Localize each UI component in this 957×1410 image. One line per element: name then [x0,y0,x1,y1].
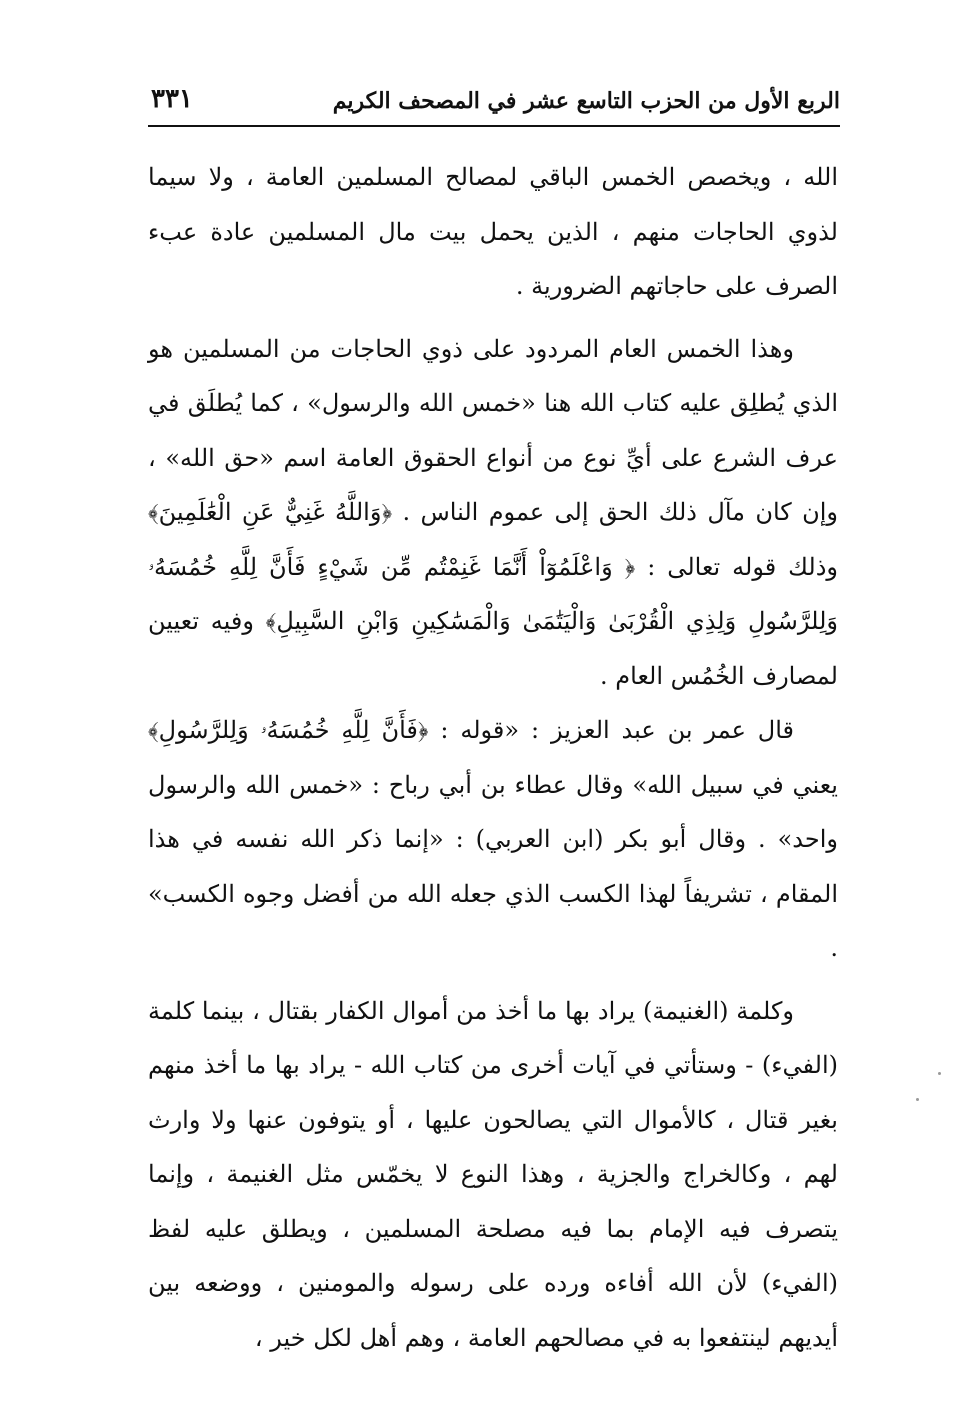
header-rule [148,125,840,127]
paragraph-4: وكلمة (الغنيمة) يراد بها ما أخذ من أموال الكفار بقتال ، بينما كلمة (الفيء) - وستأتي في آيات أخرى من كتاب الله - يراد بها ما أخذ منهم بغير قتال ، كالأموال التي يصالحون عليها ، أو يتوفون عنها ولا وارث لهم ، وكالخراج والجزية ، وهذا النوع لا يخمّس مثل الغنيمة ، وإنما يتصرف فيه الإمام بما فيه مصلحة المسلمين ، ويطلق عليه لفظ (الفيء) لأن الله أفاءه ورده على رسوله والمومنين ، ووضعه بين أيديهم لينتفعوا به في مصالحهم العامة ، وهم أهل لكل خير ، [148,996,838,1352]
running-title: الربع الأول من الحزب التاسع عشر في المصحف الكريم [332,88,840,114]
paragraph-1: الله ، ويخصص الخمس الباقي لمصالح المسلمين العامة ، ولا سيما لذوي الحاجات منهم ، الذين يحمل بيت مال المسلمين عادة عبء الصرف على حاجاتهم الضرورية . [148,163,838,300]
paragraph-2: وهذا الخمس العام المردود على ذوي الحاجات من المسلمين هو الذي يُطلِق عليه كتاب الله هنا «خمس الله والرسول» ، كما يُطلَق في عرف الشرع على أيِّ نوع من أنواع الحقوق العامة اسم «حق الله» ، وإن كان مآل ذلك الحق إلى عموم الناس . ﴿وَاللَّهُ غَنِيٌّ عَنِ الْعَٰلَمِينَ﴾ وذلك قوله تعالى : ﴿ وَاعْلَمُوٓاْ أَنَّمَا غَنِمْتُم مِّن شَيْءٍ فَأَنَّ لِلَّهِ خُمُسَهُۥ وَلِلرَّسُولِ وَلِذِي الْقُرْبَىٰ وَالْيَتَٰمَىٰ وَالْمَسَٰكِينِ وَابْنِ السَّبِيلِ﴾ وفيه تعيين لمصارف الخُمُس العام . [148,334,838,690]
paragraph-3: قال عمر بن عبد العزيز : «قوله : ﴿فَأَنَّ لِلَّهِ خُمُسَهُۥ وَلِلرَّسُولِ﴾ يعني في سبيل الله» وقال عطاء بن أبي رباح : «خمس الله والرسول واحد» . وقال أبو بكر (ابن العربي) : «إنما ذكر الله نفسه في هذا المقام ، تشريفاً لهذا الكسب الذي جعله الله من أفضل وجوه الكسب» . [148,716,839,962]
page-header [145,82,840,128]
body-text [148,150,838,1365]
scan-speck [938,1072,941,1075]
scan-speck [916,1098,919,1101]
page-number: ٣٣١ [151,84,193,114]
